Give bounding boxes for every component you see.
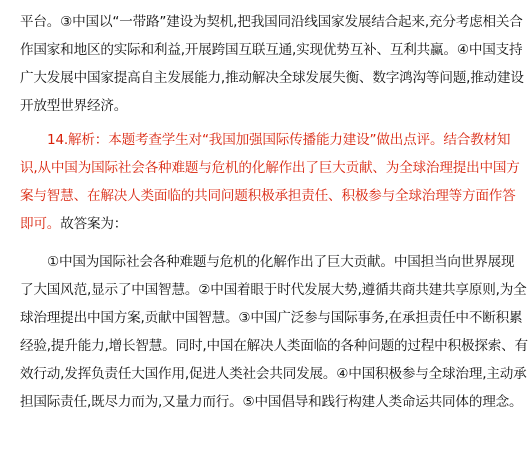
analysis-end-text: 即可。	[20, 216, 61, 232]
answer-paragraph	[20, 248, 528, 416]
answer-line: 球治理提出中国方案,贡献中国智慧。③中国广泛参与国际事务,在承担责任中不断积累	[20, 310, 523, 326]
analysis-final-line	[20, 210, 452, 238]
answer-line: 效行动,发挥负责任大国作用,促进人类社会共同发展。④中国积极参与全球治理,主动承	[20, 366, 527, 382]
previous-answer-paragraph	[20, 8, 524, 120]
answer-line: 担国际责任,既尽力而为,又量力而行。⑤中国倡导和践行构建人类命运共同体的理念。	[20, 394, 523, 410]
analysis-line: 识,从中国为国际社会各种难题与危机的化解作出了巨大贡献、为全球治理提出中国方	[20, 160, 520, 176]
answer-line: 经验,提升能力,增长智慧。同时,中国在解决人类面临的各种问题的过程中积极探索、有	[20, 338, 528, 354]
text-line: 广大发展中国家提高自主发展能力,推动解决全球发展失衡、数字鸿沟等问题,推动建设	[20, 70, 524, 86]
answer-line: 了大国风范,显示了中国智慧。②中国着眼于时代发展大势,遵循共商共建共享原则,为全	[20, 282, 527, 298]
answer-intro: 故答案为：	[60, 216, 128, 232]
question-14-analysis	[20, 126, 520, 238]
text-line: 作国家和地区的实际和利益,开展跨国互联互通,实现优势互补、互利共赢。④中国支持	[20, 42, 523, 58]
text-line: 平台。③中国以“一带路”建设为契机,把我国同沿线国家发展结合起来,充分考虑相关合	[20, 14, 523, 30]
answer-line: ①中国为国际社会各种难题与危机的化解作出了巨大贡献。中国担当向世界展现	[47, 254, 515, 270]
analysis-line: 案与智慧、在解决人类面临的共同问题积极承担责任、积极参与全球治理等方面作答	[20, 188, 516, 204]
text-line: 开放型世界经济。	[20, 98, 128, 114]
analysis-line: 14.解析：本题考查学生对“我国加强国际传播能力建设”做出点评。结合教材知	[47, 132, 511, 148]
